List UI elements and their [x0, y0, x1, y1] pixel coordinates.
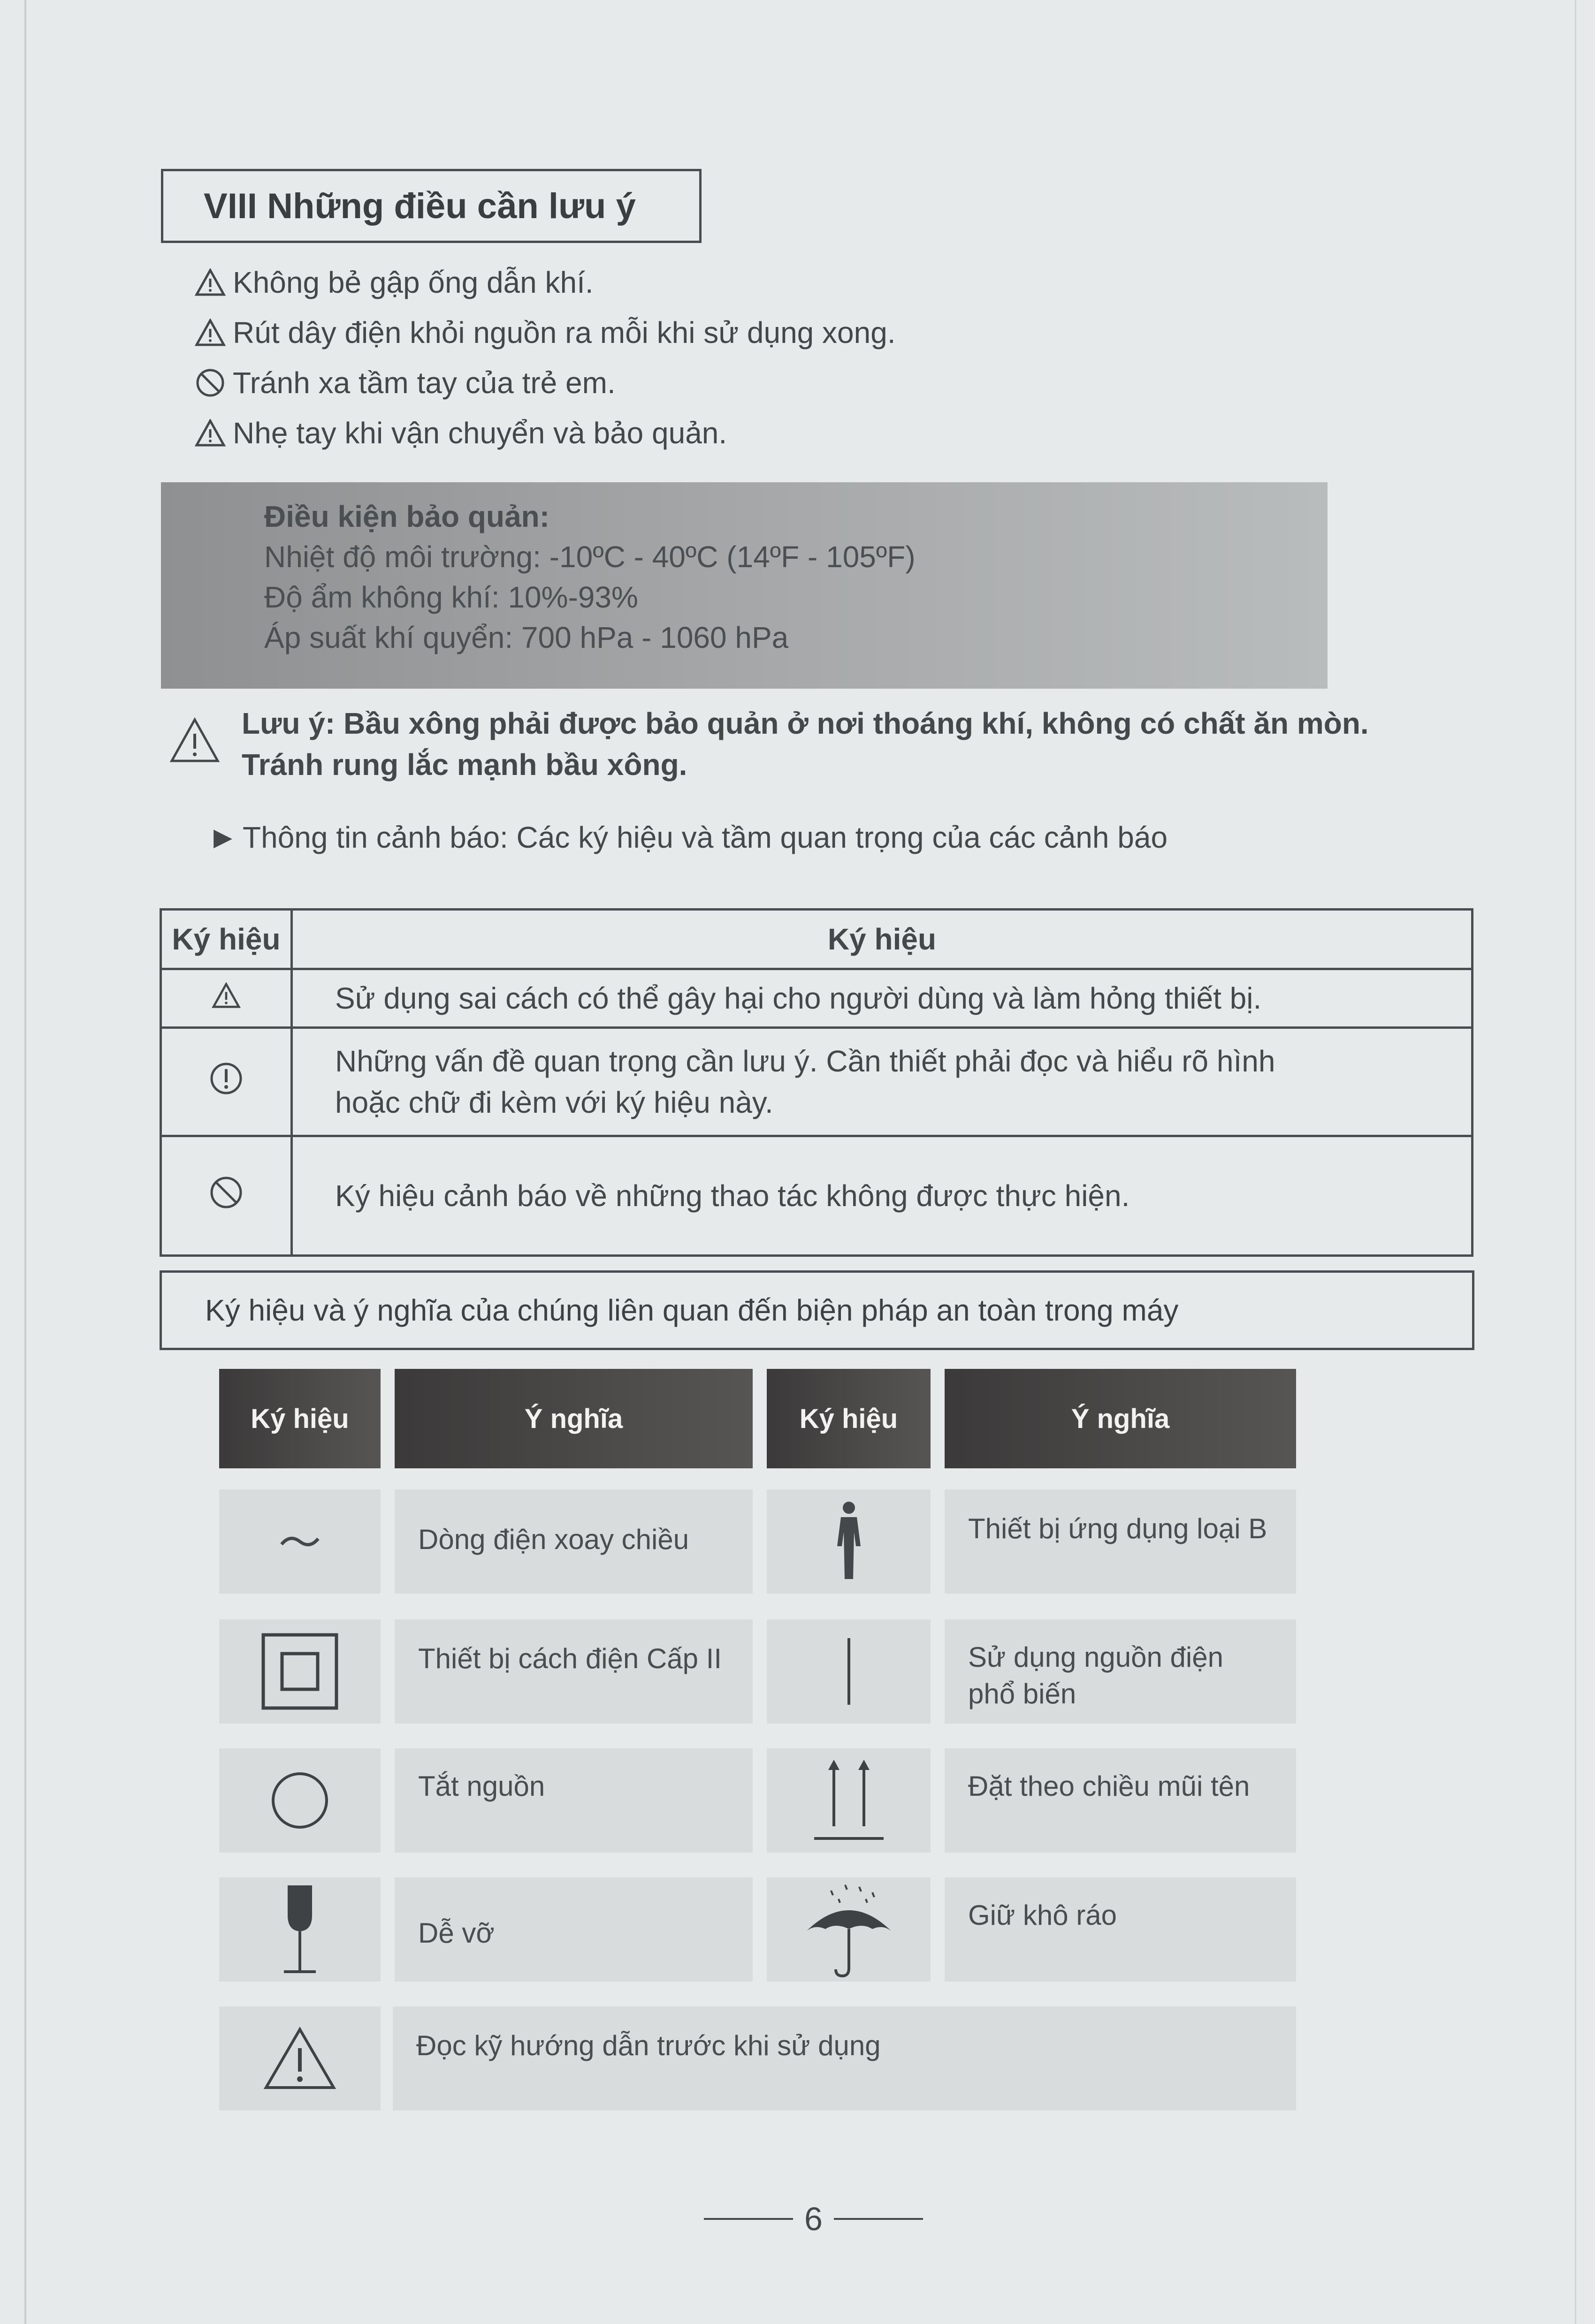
- page-binding-edge: [24, 0, 26, 2324]
- this-way-up-arrows-icon: [767, 1748, 931, 1853]
- class-ii-double-square-icon: [219, 1619, 381, 1724]
- fragile-glass-icon: [219, 1877, 381, 1982]
- symbol-table-header: Ý nghĩa: [945, 1369, 1296, 1468]
- read-instructions-warning-icon: [219, 2006, 381, 2111]
- caution-text: Nhẹ tay khi vận chuyển và bảo quản.: [233, 416, 727, 450]
- warning-info-text: Thông tin cảnh báo: Các ký hiệu và tầm quan trọng của các cảnh báo: [243, 820, 1168, 854]
- symbol-table-header: Ký hiệu: [219, 1369, 381, 1468]
- storage-conditions-box: [161, 482, 1328, 689]
- safety-title-text: Ký hiệu và ý nghĩa của chúng liên quan đến biện pháp an toàn trong máy: [205, 1293, 1179, 1327]
- table-header-symbol: Ký hiệu: [161, 910, 292, 969]
- storage-heading: Điều kiện bảo quản:: [264, 500, 550, 533]
- page-number: 6: [804, 2201, 823, 2237]
- storage-pressure: Áp suất khí quyển: 700 hPa - 1060 hPa: [264, 621, 789, 654]
- caution-item: [193, 257, 896, 307]
- page-right-edge: [1575, 0, 1576, 2324]
- symbol-meaning-text: Sử dụng nguồn điện: [968, 1641, 1223, 1673]
- section-title-text: VIII Những điều cần lưu ý: [204, 186, 636, 226]
- symbol-meaning-cell: [395, 1877, 753, 1982]
- table-row: [161, 969, 1473, 1028]
- table-cell-description: Sử dụng sai cách có thể gây hại cho người dùng và làm hỏng thiết bị.: [292, 969, 1473, 1028]
- symbol-meaning-text: Dễ vỡ: [418, 1917, 495, 1949]
- warning-triangle-icon: [161, 969, 292, 1028]
- symbol-meaning-cell: [945, 1877, 1296, 1982]
- warning-symbols-table: [160, 908, 1473, 1257]
- safety-symbols-title: [160, 1270, 1474, 1350]
- caution-text: Tránh xa tầm tay của trẻ em.: [233, 365, 616, 400]
- symbol-meaning-cell: [945, 1748, 1296, 1853]
- caution-text: Rút dây điện khỏi nguồn ra mỗi khi sử dụng xong.: [233, 315, 896, 349]
- table-cell-description: [292, 1028, 1473, 1136]
- storage-temperature: Nhiệt độ môi trường: -10ºC - 40ºC (14ºF - 105ºF): [264, 540, 916, 574]
- warning-triangle-icon: [193, 416, 227, 450]
- symbol-meaning-text: Giữ khô ráo: [968, 1899, 1117, 1931]
- symbol-meaning-text: Thiết bị ứng dụng loại B: [968, 1513, 1267, 1544]
- warning-info-line: [214, 820, 1168, 855]
- warning-triangle-icon: [169, 717, 221, 764]
- alternating-current-icon: [219, 1489, 381, 1594]
- description-line: hoặc chữ đi kèm với ký hiệu này.: [335, 1086, 773, 1119]
- table-cell-description: Ký hiệu cảnh báo về những thao tác không được thực hiện.: [292, 1136, 1473, 1256]
- keep-dry-umbrella-icon: [767, 1877, 931, 1982]
- symbol-meaning-cell: [945, 1489, 1296, 1594]
- symbol-meaning-text: Dòng điện xoay chiều: [418, 1524, 689, 1555]
- footer-line: [704, 2218, 793, 2220]
- symbol-meaning-text: Đọc kỹ hướng dẫn trước khi sử dụng: [416, 2030, 881, 2061]
- play-arrow-icon: ▶: [214, 824, 232, 851]
- symbol-meaning-text: phổ biến: [968, 1678, 1076, 1709]
- caution-item: [193, 307, 896, 357]
- caution-item: [193, 357, 896, 408]
- symbol-meaning-text: Thiết bị cách điện Cấp II: [418, 1643, 722, 1674]
- caution-item: [193, 408, 896, 458]
- warning-triangle-icon: [193, 316, 227, 349]
- power-off-circle-icon: [219, 1748, 381, 1853]
- symbol-table-header: Ý nghĩa: [395, 1369, 753, 1468]
- note-line: Tránh rung lắc mạnh bầu xông.: [242, 748, 687, 782]
- page-footer: [704, 2200, 923, 2238]
- storage-humidity: Độ ẩm không khí: 10%-93%: [264, 580, 638, 614]
- symbol-meaning-cell: [393, 2006, 1296, 2111]
- symbol-meaning-cell: [395, 1748, 753, 1853]
- symbol-table-header: Ký hiệu: [767, 1369, 931, 1468]
- symbol-meaning-cell: [395, 1489, 753, 1594]
- caution-list: [193, 257, 896, 458]
- section-title: [161, 169, 702, 243]
- description-line: Những vấn đề quan trọng cần lưu ý. Cần thiết phải đọc và hiểu rõ hình: [335, 1044, 1275, 1078]
- table-row: [161, 1136, 1473, 1256]
- symbol-meaning-text: Tắt nguồn: [418, 1770, 545, 1802]
- caution-text: Không bẻ gập ống dẫn khí.: [233, 265, 594, 299]
- symbol-meaning-text: Đặt theo chiều mũi tên: [968, 1770, 1250, 1802]
- exclamation-circle-icon: [161, 1028, 292, 1136]
- power-on-line-icon: [767, 1619, 931, 1724]
- symbol-meaning-cell: [945, 1619, 1296, 1724]
- prohibited-icon: [193, 366, 227, 400]
- symbol-meaning-cell: [395, 1619, 753, 1724]
- table-row: [161, 1028, 1473, 1136]
- note-line: Lưu ý: Bầu xông phải được bảo quản ở nơi thoáng khí, không có chất ăn mòn.: [242, 706, 1369, 740]
- table-header-symbol: Ký hiệu: [292, 910, 1473, 969]
- prohibited-icon: [161, 1136, 292, 1256]
- type-b-applied-part-icon: [767, 1489, 931, 1594]
- warning-triangle-icon: [193, 266, 227, 299]
- footer-line: [834, 2218, 923, 2220]
